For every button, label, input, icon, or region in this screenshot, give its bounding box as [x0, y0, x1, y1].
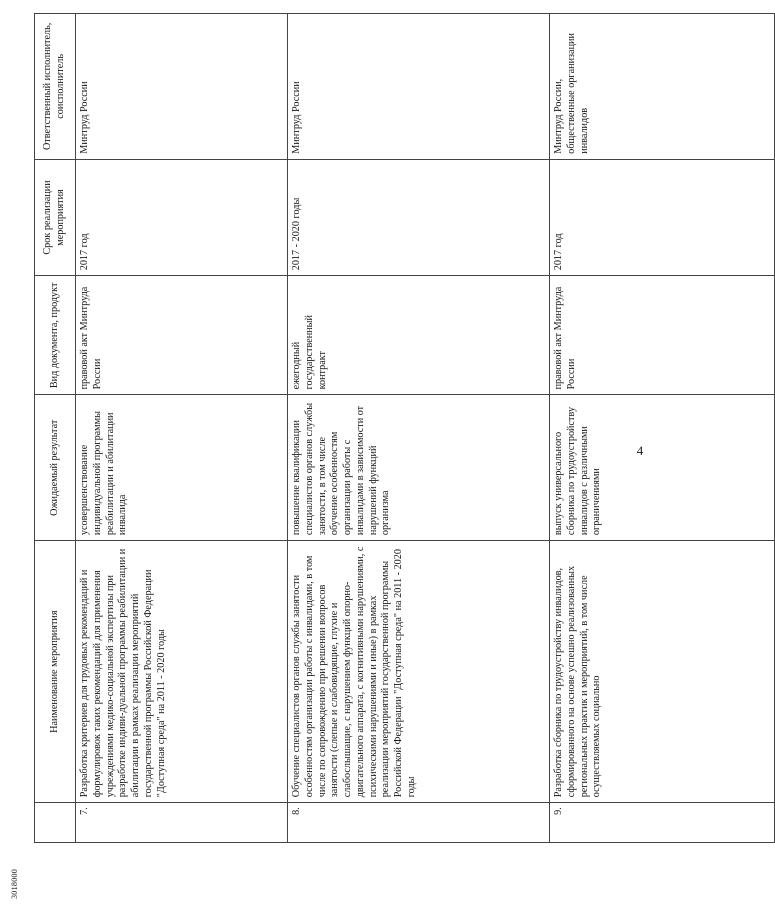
measures-table [34, 13, 775, 843]
measure-name: Обучение специалистов органов службы занятости особенностям организации работы с инвалидами, в том числе по сопровождению при решении вопросов занятости (слепые и слабовидящие, глухие и слабослышащие, с нарушением функций опорно-двигательного аппарата, с когнитивными нарушениями, с психическими нарушениями и иные) в рамках реализации мероприятий государственной программы Российской Федерации "Доступная среда" на 2011 - 2020 годы [288, 541, 550, 803]
header-responsible: Ответственный исполнитель, соисполнитель [35, 14, 76, 160]
implementation-term: 2017 год [76, 159, 288, 276]
header-num [35, 803, 76, 843]
measure-name: Разработка сборника по трудоустройству инвалидов, сформированного на основе успешно реализованных региональных практик и мероприятий, в том числе осуществляемых социально [550, 541, 775, 803]
header-doc: Вид документа, продукт [35, 276, 76, 395]
row-number: 7. [76, 803, 288, 843]
row-number: 9. [550, 803, 775, 843]
table-row [76, 14, 288, 843]
expected-result: выпуск универсального сборника по трудоустройству инвалидов с различными ограничениями [550, 395, 775, 541]
document-code: 3018000 [10, 868, 19, 899]
measure-name: Разработка критериев для трудовых рекомендаций и формулировок таких рекомендаций для применения учреждениями медико-социальной экспертизы при разработке индиви-дуальной программы реабилитации и абилитации в рамках реализации мероприятий государственной программы Российской Федерации "Доступная среда" на 2011 - 2020 годы [76, 541, 288, 803]
implementation-term: 2017 год [550, 159, 775, 276]
page-number: 4 [636, 443, 644, 458]
table-header-row [35, 14, 76, 843]
document-type: правовой акт Минтруда России [76, 276, 288, 395]
responsible-executor: Минтруд России [76, 14, 288, 160]
row-number: 8. [288, 803, 550, 843]
expected-result: усовершенствование индивидуальной программы реабилитации и абилитации инвалида [76, 395, 288, 541]
header-term: Срок реализации мероприятия [35, 159, 76, 276]
responsible-executor: Минтруд России [288, 14, 550, 160]
responsible-executor: Минтруд России, общественные организации инвалидов [550, 14, 775, 160]
header-result: Ожидаемый результат [35, 395, 76, 541]
implementation-term: 2017 - 2020 годы [288, 159, 550, 276]
expected-result: повышение квалификации специалистов органов службы занятости, в том числе обучение особенностям организации работы с инвалидами в зависимости от нарушений функций организма [288, 395, 550, 541]
document-type: ежегодный государственный контракт [288, 276, 550, 395]
table-row [288, 14, 550, 843]
document-type: правовой акт Минтруда России [550, 276, 775, 395]
header-name: Наименование мероприятия [35, 541, 76, 803]
table-row [550, 14, 775, 843]
